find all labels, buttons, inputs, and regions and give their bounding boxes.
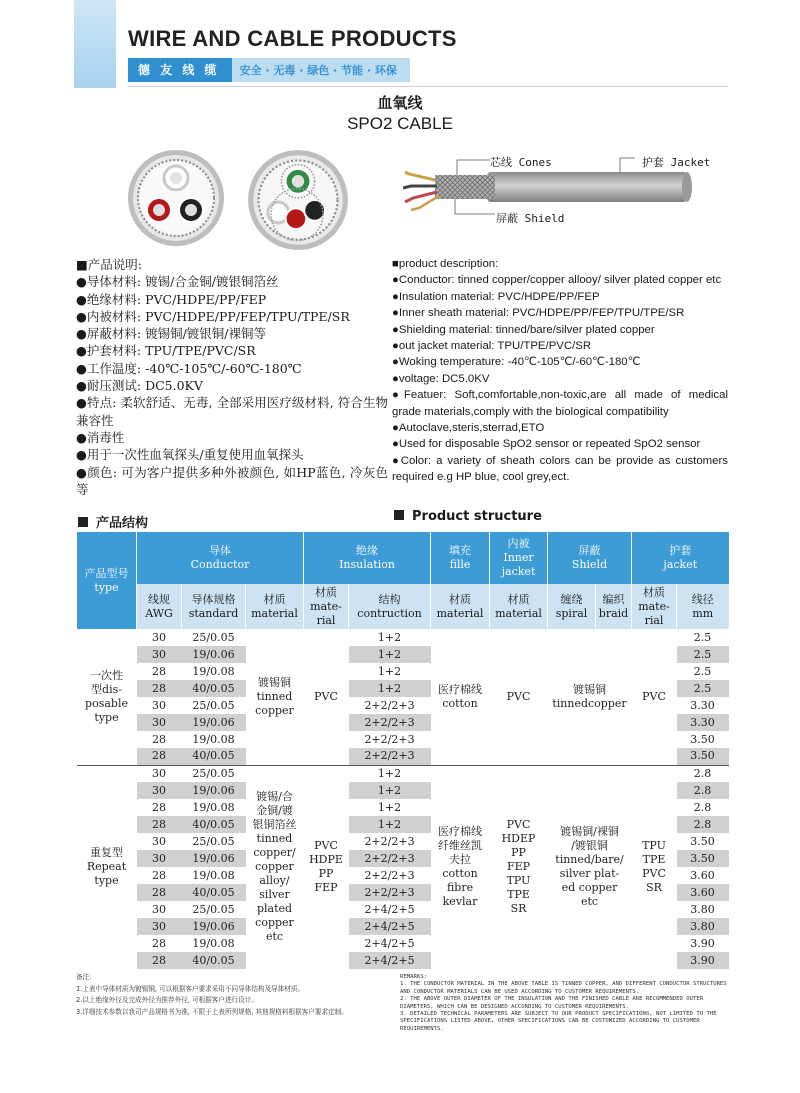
header-contruction: 结构 contruction	[349, 584, 431, 629]
remark-cn-line: 3.详细技术参数以我司产品规格书为准, 不限于上表所列规格, 其他规格料根据客户要求定制。	[76, 1007, 348, 1016]
contruction-cell: 1+2	[377, 800, 402, 814]
awg-cell: 28	[137, 680, 182, 697]
od-cell: 3.60	[677, 884, 729, 901]
awg-cell: 30	[152, 902, 166, 916]
standard-cell: 40/0.05	[182, 680, 246, 697]
awg-cell: 30	[152, 698, 166, 712]
desc-en-line: ●Color: a variety of sheath colors can be provide as customers required e.g HP blue, cool grey,ect.	[392, 454, 728, 484]
awg-cell: 28	[137, 748, 182, 765]
remark-cn-line: 备注:	[76, 973, 92, 981]
awg-cell: 30	[137, 918, 182, 935]
desc-cn-line: ●护套材料: TPU/TPE/PVC/SR	[76, 343, 256, 359]
awg-cell: 28	[152, 800, 166, 814]
standard-cell: 40/0.05	[182, 748, 246, 765]
od-cell: 3.80	[677, 918, 729, 935]
label-jacket: 护套 Jacket	[642, 156, 711, 169]
standard-cell: 40/0.05	[182, 816, 246, 833]
header-divider	[128, 86, 728, 87]
contruction-cell: 2+2/2+3	[364, 868, 415, 882]
header-insulation-material: 材质 mate- rial	[304, 584, 349, 629]
header-conductor: 导体 Conductor	[137, 532, 304, 584]
brand-name: 德 友 线 缆	[128, 58, 232, 82]
shield-material-cell: 镀锡铜/裸铜 /镀银铜 tinned/bare/ silver plat- ed copper etc	[548, 765, 632, 969]
header-title: WIRE AND CABLE PRODUCTS	[128, 26, 457, 51]
shield-material-cell: 镀锡铜 tinnedcopper	[548, 629, 632, 765]
product-name-cn: 血氧线	[377, 94, 423, 112]
contruction-cell: 1+2	[349, 680, 431, 697]
awg-cell: 30	[137, 646, 182, 663]
standard-cell: 25/0.05	[192, 630, 235, 644]
contruction-cell: 2+4/2+5	[349, 918, 431, 935]
desc-cn-line: ●特点: 柔软舒适、无毒, 全部采用医疗级材料, 符合生物兼容性	[76, 395, 388, 428]
od-cell: 3.30	[690, 698, 715, 712]
od-cell: 2.5	[677, 646, 729, 663]
standard-cell: 19/0.06	[182, 782, 246, 799]
remark-en-line: 3. DETAILED TECHNICAL PARAMETERS ARE SUBJECT TO OUR PRODUCT SPECIFICATIONS, NOT LIMITED TO THE SPECIFICATIONS LISTED ABOVE, OTHER SPECIFICATIONS CAN BE CUSTOMIZED ACCORDING TO CUSTOMER REQUIREMENTS.	[400, 1011, 717, 1032]
square-bullet-icon	[394, 510, 404, 520]
contruction-cell: 1+2	[377, 630, 402, 644]
contruction-cell: 2+2/2+3	[349, 714, 431, 731]
filler-material-cell: 医疗棉线 cotton	[431, 629, 490, 765]
conductor-material-cell: 镀锡铜 tinned copper	[246, 629, 304, 765]
contruction-cell: 2+4/2+5	[349, 952, 431, 969]
header-spiral: 缠绕 spiral	[548, 584, 596, 629]
awg-cell: 30	[137, 782, 182, 799]
section-title-cn: 产品结构	[78, 512, 148, 531]
standard-cell: 19/0.08	[192, 868, 235, 882]
header-jacket: 护套 jacket	[632, 532, 729, 584]
type-cell: 一次性 型dis- posable type	[77, 629, 137, 765]
description-cn	[76, 256, 388, 498]
remarks-cn	[76, 972, 396, 1018]
desc-cn-line: ●屏蔽材料: 镀锡铜/镀银铜/裸铜等	[76, 326, 267, 342]
contruction-cell: 2+2/2+3	[364, 834, 415, 848]
jacket-material-cell: PVC	[632, 629, 677, 765]
awg-cell: 28	[137, 884, 182, 901]
standard-cell: 25/0.05	[192, 834, 235, 848]
awg-cell: 30	[137, 850, 182, 867]
awg-cell: 28	[152, 868, 166, 882]
brand-slogan: 安全 · 无毒 · 绿色 · 节能 · 环保	[239, 64, 397, 77]
header-shield: 屏蔽 Shield	[548, 532, 632, 584]
contruction-cell: 1+2	[349, 765, 431, 782]
standard-cell: 19/0.06	[182, 714, 246, 731]
od-cell: 2.5	[693, 664, 712, 678]
desc-en-line: ●out jacket material: TPU/TPE/PVC/SR	[392, 340, 592, 353]
square-bullet-icon	[78, 517, 88, 527]
awg-cell: 28	[152, 664, 166, 678]
conductor-material-cell: 镀锡/合 金铜/镀 银铜箔丝 tinned copper/ copper alloy/ silver plated copper etc	[246, 765, 304, 969]
cross-section-image-1	[126, 148, 226, 248]
header-standard: 导体规格 standard	[182, 584, 246, 629]
awg-cell: 30	[137, 714, 182, 731]
remark-cn-line: 1.上表中导体材质为镀锡铜, 可以根据客户要求采用不同导体结构及导体材质。	[76, 984, 305, 993]
od-cell: 3.80	[690, 902, 715, 916]
standard-cell: 25/0.05	[182, 765, 246, 782]
header-type: 产品型号 type	[77, 532, 137, 629]
od-cell: 3.60	[690, 868, 715, 882]
contruction-cell: 2+2/2+3	[364, 732, 415, 746]
section-title-en: Product structure	[394, 509, 542, 524]
od-cell: 3.50	[690, 834, 715, 848]
desc-en-line: ■product description:	[392, 258, 499, 270]
desc-cn-line: ●耐压测试: DC5.0KV	[76, 378, 203, 394]
jacket-material-cell: TPU TPE PVC SR	[632, 765, 677, 969]
table-body	[77, 629, 729, 969]
insulation-material-cell: PVC	[304, 629, 349, 765]
header-accent-bar	[74, 0, 116, 88]
desc-cn-line: ●绝缘材料: PVC/HDPE/PP/FEP	[76, 291, 267, 307]
awg-cell: 28	[137, 816, 182, 833]
desc-cn-line: ●工作温度: -40℃-105℃/-60℃-180℃	[76, 360, 302, 376]
awg-cell: 28	[152, 732, 166, 746]
description-en	[392, 256, 728, 486]
remark-en-line: 1. THE CONDUCTOR MATERIAL IN THE ABOVE TABLE IS TINNED COPPER, AND DIFFERENT CONDUCTOR STRUCTURES AND CONDUCTOR MATERIALS CAN BE USED ACCORDING TO CUSTOMER REQUIREMENTS.	[400, 981, 727, 995]
contruction-cell: 2+2/2+3	[349, 850, 431, 867]
remark-en-line: 2. THE ABOVE OUTER DIAMETER OF THE INSULATION AND THE FINISHED CABLE ARE RECOMMENDED OUTER DIAMETERS, WHICH CAN BE DESIGNED ACCORDING TO CUSTOMER REQUIREMENTS.	[400, 996, 704, 1010]
od-cell: 3.90	[677, 952, 729, 969]
contruction-cell: 2+2/2+3	[349, 884, 431, 901]
standard-cell: 25/0.05	[192, 902, 235, 916]
cross-section-image-2	[246, 148, 350, 252]
label-cones: 芯线 Cones	[490, 156, 552, 169]
desc-en-line: ●Insulation material: PVC/HDPE/PP/FEP	[392, 290, 600, 303]
od-cell: 2.5	[677, 680, 729, 697]
header-filler: 填充 fille	[431, 532, 490, 584]
awg-cell: 30	[152, 630, 166, 644]
standard-cell: 19/0.08	[192, 664, 235, 678]
desc-en-line: ●Conductor: tinned copper/copper allooy/ silver plated copper etc	[392, 274, 722, 287]
desc-en-line: ●Autoclave,steris,sterrad,ETO	[392, 422, 545, 435]
filler-material-cell: 医疗棉线 纤维丝凯 夫拉 cotton fibre kevlar	[431, 765, 490, 969]
desc-en-line: ●Used for disposable SpO2 sensor or repeated SpO2 sensor	[392, 438, 701, 451]
header-od: 线径 mm	[677, 584, 729, 629]
remark-cn-line: 2.以上绝缘外径及完成外径为推荐外径, 可根据客户进行设计。	[76, 996, 258, 1004]
od-cell: 2.8	[677, 765, 729, 782]
contruction-cell: 2+2/2+3	[349, 748, 431, 765]
contruction-cell: 1+2	[349, 816, 431, 833]
header-inner-material: 材质 material	[490, 584, 548, 629]
table-row	[77, 629, 729, 646]
od-cell: 3.30	[677, 714, 729, 731]
awg-cell: 28	[152, 936, 166, 950]
standard-cell: 19/0.08	[192, 936, 235, 950]
remark-en-line: REMARKS:	[400, 974, 427, 980]
contruction-cell: 1+2	[349, 782, 431, 799]
product-structure-table	[76, 532, 729, 969]
contruction-cell: 1+2	[377, 664, 402, 678]
desc-en-line: ●Woking temperature: -40℃-105℃/-60℃-180℃	[392, 356, 641, 369]
header-awg: 线规 AWG	[137, 584, 182, 629]
type-cell: 重复型 Repeat type	[77, 765, 137, 969]
header-inner-jacket: 内被 Inner jacket	[490, 532, 548, 584]
label-shield: 屏蔽 Shield	[496, 212, 565, 225]
header-braid: 编织 braid	[596, 584, 632, 629]
od-cell: 3.50	[677, 850, 729, 867]
awg-cell: 30	[137, 765, 182, 782]
contruction-cell: 2+2/2+3	[364, 698, 415, 712]
standard-cell: 19/0.08	[192, 800, 235, 814]
desc-cn-line: ●消毒性	[76, 429, 125, 445]
header-brand-strip	[128, 58, 410, 82]
desc-cn-line: ●用于一次性血氧探头/重复使用血氧探头	[76, 447, 304, 463]
desc-cn-line: ●颜色: 可为客户提供多种外被颜色, 如HP蓝色, 冷灰色等	[76, 464, 388, 497]
od-cell: 2.5	[693, 630, 712, 644]
od-cell: 3.50	[690, 732, 715, 746]
standard-cell: 19/0.08	[192, 732, 235, 746]
od-cell: 2.8	[677, 782, 729, 799]
remarks-en	[400, 974, 728, 1033]
header-insulation: 绝缘 Insulation	[304, 532, 431, 584]
desc-en-line: ●Inner sheath material: PVC/HDPE/PP/FEP/TPU/TPE/SR	[392, 307, 685, 320]
standard-cell: 19/0.06	[182, 646, 246, 663]
desc-cn-line: ●内被材料: PVC/HDPE/PP/FEP/TPU/TPE/SR	[76, 308, 350, 324]
standard-cell: 19/0.06	[182, 918, 246, 935]
desc-cn-line: ■产品说明:	[76, 257, 143, 272]
header-conductor-material: 材质 material	[246, 584, 304, 629]
od-cell: 2.8	[693, 800, 712, 814]
inner-material-cell: PVC	[490, 629, 548, 765]
desc-cn-line: ●导体材料: 镀锡/合金铜/镀银铜箔丝	[76, 274, 279, 290]
table-row	[77, 765, 729, 782]
od-cell: 2.8	[677, 816, 729, 833]
standard-cell: 25/0.05	[192, 698, 235, 712]
contruction-cell: 2+4/2+5	[364, 902, 415, 916]
awg-cell: 30	[152, 834, 166, 848]
desc-en-line: ●voltage: DC5.0KV	[392, 372, 490, 385]
contruction-cell: 2+4/2+5	[364, 936, 415, 950]
header-filler-material: 材质 material	[431, 584, 490, 629]
inner-material-cell: PVC HDEP PP FEP TPU TPE SR	[490, 765, 548, 969]
desc-en-line: ●Shielding material: tinned/bare/silver plated copper	[392, 323, 655, 336]
header-jacket-material: 材质 mate- rial	[632, 584, 677, 629]
standard-cell: 40/0.05	[182, 884, 246, 901]
awg-cell: 28	[137, 952, 182, 969]
standard-cell: 19/0.06	[182, 850, 246, 867]
standard-cell: 40/0.05	[182, 952, 246, 969]
product-name-en: SPO2 CABLE	[347, 114, 453, 133]
insulation-material-cell: PVC HDPE PP FEP	[304, 765, 349, 969]
od-cell: 3.50	[677, 748, 729, 765]
od-cell: 3.90	[690, 936, 715, 950]
desc-en-line: ●Featuer: Soft,comfortable,non-toxic,are all made of medical grade materials,comply with the biological compatibility	[392, 389, 728, 418]
contruction-cell: 1+2	[349, 646, 431, 663]
